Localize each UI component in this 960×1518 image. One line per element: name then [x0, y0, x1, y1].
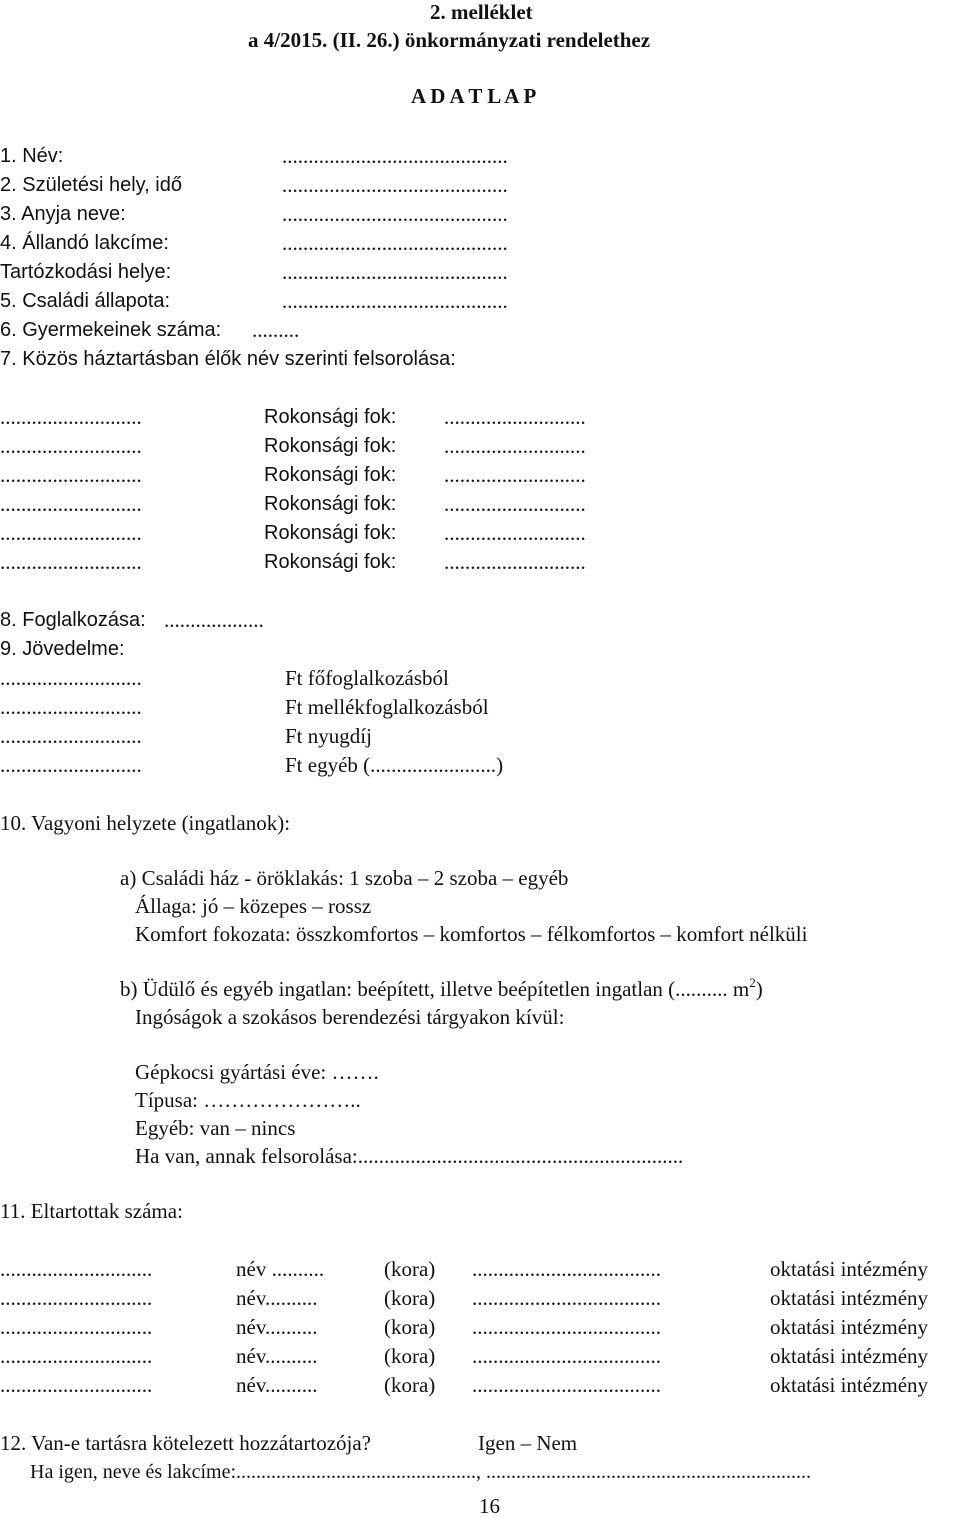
other-property-text: b) Üdülő és egyéb ingatlan: beépített, illetve beépítetlen ingatlan (.......... m [120, 977, 750, 1001]
income-heading: 9. Jövedelme: [0, 638, 125, 660]
household-name-field[interactable]: ........................... [0, 405, 142, 429]
household-heading: 7. Közös háztartásban élők név szerinti felsorolása: [0, 348, 456, 370]
dependent-age-label: (kora) [384, 1344, 436, 1368]
income-other-amount[interactable]: ........................... [0, 753, 142, 777]
support-question: 12. Van-e tartásra kötelezett hozzátartozója? [0, 1431, 371, 1455]
dependent-dots[interactable]: ............................. [0, 1344, 153, 1368]
household-name-field[interactable]: ........................... [0, 550, 142, 574]
property-heading: 10. Vagyoni helyzete (ingatlanok): [0, 811, 291, 835]
household-name-field[interactable]: ........................... [0, 434, 142, 458]
relation-field[interactable]: ........................... [444, 550, 586, 574]
square-superscript: 2 [749, 975, 756, 990]
children-count-label: 6. Gyermekeinek száma: [0, 319, 222, 341]
dependent-age-label: (kora) [384, 1286, 436, 1310]
relation-label: Rokonsági fok: [264, 464, 397, 486]
occupation-field[interactable]: ................... [164, 608, 264, 632]
relation-field[interactable]: ........................... [444, 434, 586, 458]
income-pension-label: Ft nyugdíj [285, 724, 372, 748]
assets-list-line[interactable]: Ha van, annak felsorolása:.............................................................. [135, 1144, 684, 1168]
dependent-school-label: oktatási intézmény [770, 1286, 929, 1310]
birth-label: 2. Születési hely, idő [0, 174, 182, 196]
car-year-line[interactable]: Gépkocsi gyártási éve: ……. [135, 1060, 379, 1084]
page-number: 16 [479, 1494, 500, 1518]
name-label: 1. Név: [0, 145, 64, 167]
support-answer: Igen – Nem [478, 1431, 578, 1455]
income-secondary-label: Ft mellékfoglalkozásból [285, 695, 489, 719]
residence-field[interactable]: ........................................... [282, 260, 508, 284]
income-main-amount[interactable]: ........................... [0, 666, 142, 690]
relation-label: Rokonsági fok: [264, 406, 397, 428]
household-name-field[interactable]: ........................... [0, 492, 142, 516]
dependent-dots[interactable]: ............................. [0, 1315, 153, 1339]
car-type-line[interactable]: Típusa: ………………….. [135, 1088, 361, 1112]
other-assets-line: Egyéb: van – nincs [135, 1116, 296, 1140]
decree-reference: a 4/2015. (II. 26.) önkormányzati rendelethez [248, 28, 651, 52]
house-condition-line: Állaga: jó – közepes – rossz [135, 894, 372, 918]
dependent-name-field[interactable]: név .......... [236, 1257, 325, 1281]
household-name-field[interactable]: ........................... [0, 521, 142, 545]
other-property-close: ) [755, 977, 763, 1001]
dependent-dots[interactable]: ............................. [0, 1373, 153, 1397]
dependent-school-field[interactable]: .................................... [472, 1373, 661, 1397]
permanent-address-label: 4. Állandó lakcíme: [0, 232, 169, 254]
dependent-name-field[interactable]: név.......... [236, 1315, 318, 1339]
dependent-school-field[interactable]: .................................... [472, 1315, 661, 1339]
annex-label: 2. melléklet [430, 0, 533, 24]
dependent-school-label: oktatási intézmény [770, 1344, 929, 1368]
relation-label: Rokonsági fok: [264, 551, 397, 573]
mother-name-field[interactable]: ........................................... [282, 202, 508, 226]
comfort-level-line: Komfort fokozata: összkomfortos – komfortos – félkomfortos – komfort nélküli [135, 922, 808, 946]
mother-name-label: 3. Anyja neve: [0, 203, 126, 225]
dependent-school-label: oktatási intézmény [770, 1373, 929, 1397]
dependent-name-field[interactable]: név.......... [236, 1286, 318, 1310]
dependent-name-field[interactable]: név.......... [236, 1373, 318, 1397]
household-name-field[interactable]: ........................... [0, 463, 142, 487]
dependent-age-label: (kora) [384, 1257, 436, 1281]
dependent-dots[interactable]: ............................. [0, 1257, 153, 1281]
residence-label: Tartózkodási helye: [0, 261, 172, 283]
income-main-label: Ft főfoglalkozásból [285, 666, 449, 690]
marital-status-label: 5. Családi állapota: [0, 290, 171, 312]
page-title: A D A T L A P [411, 84, 537, 108]
income-pension-amount[interactable]: ........................... [0, 724, 142, 748]
birth-field[interactable]: ........................................... [282, 173, 508, 197]
marital-status-field[interactable]: ........................................... [282, 289, 508, 313]
dependent-age-label: (kora) [384, 1373, 436, 1397]
relation-field[interactable]: ........................... [444, 521, 586, 545]
dependent-age-label: (kora) [384, 1315, 436, 1339]
dependent-school-field[interactable]: .................................... [472, 1257, 661, 1281]
permanent-address-field[interactable]: ........................................... [282, 231, 508, 255]
movables-line: Ingóságok a szokásos berendezési tárgyakon kívül: [135, 1005, 565, 1029]
dependent-school-field[interactable]: .................................... [472, 1344, 661, 1368]
other-property-line [120, 975, 763, 1001]
name-field[interactable]: ........................................... [282, 144, 508, 168]
dependent-name-field[interactable]: név.......... [236, 1344, 318, 1368]
relation-label: Rokonsági fok: [264, 522, 397, 544]
dependent-dots[interactable]: ............................. [0, 1286, 153, 1310]
occupation-label: 8. Foglalkozása: [0, 609, 146, 631]
dependent-school-label: oktatási intézmény [770, 1315, 929, 1339]
children-count-field[interactable]: ......... [252, 318, 300, 342]
relation-label: Rokonsági fok: [264, 493, 397, 515]
relation-label: Rokonsági fok: [264, 435, 397, 457]
income-secondary-amount[interactable]: ........................... [0, 695, 142, 719]
dependents-heading: 11. Eltartottak száma: [0, 1199, 183, 1223]
income-other-label: Ft egyéb (........................) [285, 753, 504, 777]
house-type-line: a) Családi ház - öröklakás: 1 szoba – 2 szoba – egyéb [120, 866, 569, 890]
relation-field[interactable]: ........................... [444, 405, 586, 429]
dependent-school-label: oktatási intézmény [770, 1257, 929, 1281]
relation-field[interactable]: ........................... [444, 492, 586, 516]
support-person-line[interactable]: Ha igen, neve és lakcíme:................................................, ................................................................. [30, 1461, 812, 1483]
relation-field[interactable]: ........................... [444, 463, 586, 487]
dependent-school-field[interactable]: .................................... [472, 1286, 661, 1310]
